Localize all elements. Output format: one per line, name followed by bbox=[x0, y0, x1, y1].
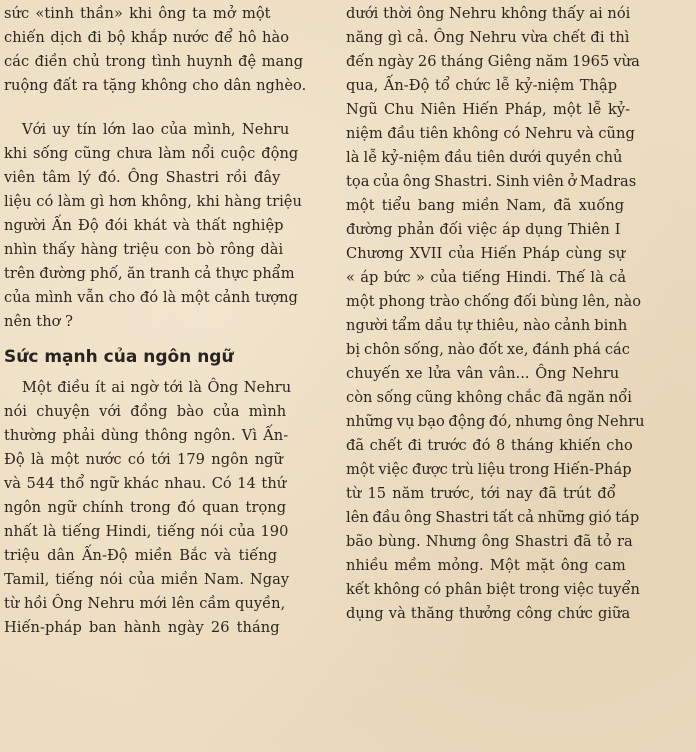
text-line: đã chết đi trước đó 8 tháng khiến cho bbox=[346, 437, 633, 454]
text-line: tọa của ông Shastri. Sinh viên ở Madras bbox=[346, 173, 637, 190]
text-line: Với uy tín lớn lao của mình, Nehru bbox=[22, 121, 290, 138]
text-line: trên đường phố, ăn tranh cả thực phẩm bbox=[4, 265, 295, 282]
section-heading: Sức mạnh của ngôn ngữ bbox=[4, 347, 234, 367]
text-line: nói chuyện với đồng bào của mình bbox=[4, 403, 287, 420]
text-line: niệm đầu tiên không có Nehru và cũng bbox=[346, 125, 635, 142]
text-line: qua, Ấn-Độ tổ chức lễ kỷ-niệm Thập bbox=[346, 77, 618, 94]
text-line: dưới thời ông Nehru không thấy ai nói bbox=[346, 5, 631, 22]
text-line: năng gì cả. Ông Nehru vừa chết đi thì bbox=[346, 29, 630, 46]
text-line: đường phản đối việc áp dụng Thiên I bbox=[346, 221, 621, 238]
text-line: Tamil, tiếng nói của miền Nam. Ngay bbox=[4, 571, 290, 588]
text-line: và 544 thổ ngữ khác nhau. Có 14 thứ bbox=[4, 475, 287, 492]
text-line: những vụ bạo động đó, nhưng ông Nehru bbox=[346, 413, 645, 430]
text-line: khi sống cũng chưa làm nổi cuộc động bbox=[4, 145, 299, 162]
text-line: còn sống cũng không chắc đã ngăn nổi bbox=[346, 389, 632, 406]
text-line: sức «tinh thần» khi ông ta mở một bbox=[4, 5, 271, 22]
text-line: người Ấn Độ đói khát và thất nghiệp bbox=[4, 217, 284, 234]
text-line: nên thơ ? bbox=[4, 313, 74, 330]
text-line: từ hồi Ông Nehru mới lên cầm quyền, bbox=[4, 595, 286, 612]
text-line: chuyến xe lửa vân vân... Ông Nehru bbox=[346, 365, 620, 382]
text-line: bị chôn sống, nào đốt xe, đánh phá các bbox=[346, 341, 631, 358]
text-line: « áp bức » của tiếng Hindi. Thế là cả bbox=[346, 269, 627, 286]
text-line: một tiểu bang miền Nam, đã xuống bbox=[346, 197, 625, 214]
text-line: Độ là một nước có tới 179 ngôn ngữ bbox=[4, 451, 283, 468]
text-line: Chương XVII của Hiến Pháp cùng sự bbox=[346, 245, 626, 262]
text-line: từ 15 năm trước, tới nay đã trút đổ bbox=[346, 485, 616, 502]
text-line: chiến dịch đi bộ khắp nước để hô hào bbox=[4, 29, 290, 46]
text-line: bão bùng. Nhưng ông Shastri đã tỏ ra bbox=[346, 533, 633, 550]
text-line: triệu dân Ấn-Độ miền Bắc và tiếng bbox=[4, 547, 278, 564]
text-line: ngôn ngữ chính trong đó quan trọng bbox=[4, 499, 287, 516]
text-line: Hiến-pháp ban hành ngày 26 tháng bbox=[4, 619, 280, 636]
text-line: liệu có làm gì hơn không, khi hàng triệu bbox=[4, 193, 302, 210]
text-line: kết không có phân biệt trong việc tuyển bbox=[346, 581, 640, 598]
text-line: nhất là tiếng Hindi, tiếng nói của 190 bbox=[4, 523, 289, 540]
text-line: một phong trào chống đối bùng lên, nào bbox=[346, 293, 642, 310]
text-line: đến ngày 26 tháng Giêng năm 1965 vừa bbox=[346, 53, 640, 70]
text-line: người tẩm dầu tự thiêu, nào cảnh binh bbox=[346, 317, 628, 334]
text-line: ruộng đất ra tặng không cho dân nghèo. bbox=[4, 77, 307, 94]
text-line: viên tâm lý đó. Ông Shastri rồi đây bbox=[4, 169, 281, 186]
text-line: các điền chủ trong tình huynh đệ mang bbox=[4, 53, 304, 70]
text-line: dụng và thăng thưởng công chức giữa bbox=[346, 605, 631, 622]
text-line: Một điều ít ai ngờ tới là Ông Nehru bbox=[22, 379, 292, 396]
text-line: là lễ kỷ-niệm đầu tiên dưới quyền chủ bbox=[346, 149, 623, 166]
text-line: của mình vẫn cho đó là một cảnh tượng bbox=[4, 289, 298, 306]
text-line: thường phải dùng thông ngôn. Vì Ấn- bbox=[4, 427, 289, 444]
text-line: nhiều mềm mỏng. Một mặt ông cam bbox=[346, 557, 626, 574]
text-line: một việc được trù liệu trong Hiến-Pháp bbox=[346, 461, 632, 478]
text-line: lên đầu ông Shastri tất cả những gió táp bbox=[346, 509, 640, 526]
text-line: Ngũ Chu Niên Hiến Pháp, một lễ kỷ- bbox=[346, 101, 631, 118]
text-line: nhìn thấy hàng triệu con bò rông dài bbox=[4, 241, 284, 258]
